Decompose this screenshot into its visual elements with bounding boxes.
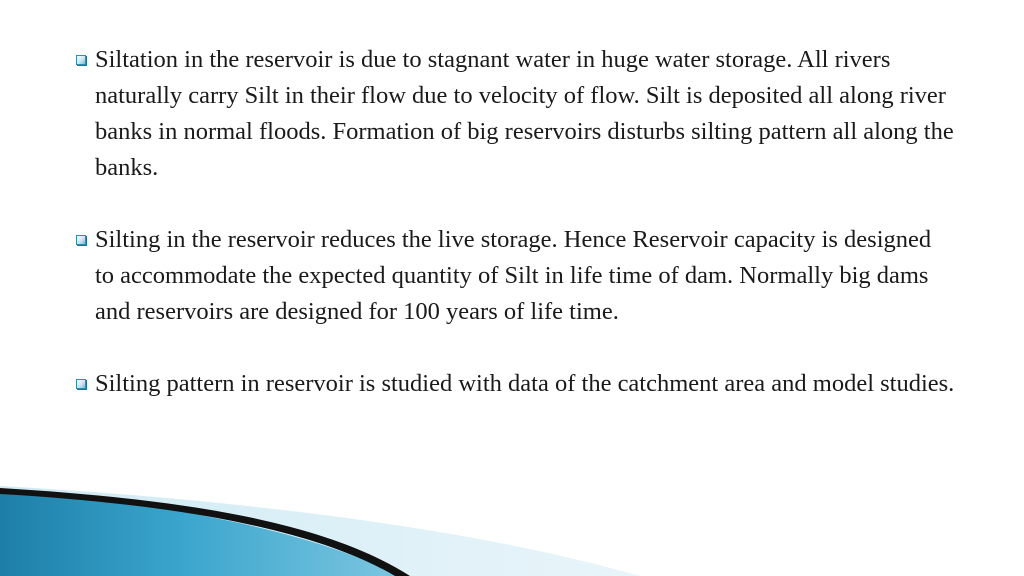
bullet-text: Silting pattern in reservoir is studied with data of the catchment area and model studies. xyxy=(95,370,955,397)
bullet-text: Silting in the reservoir reduces the live storage. Hence Reservoir capacity is designed to accommodate the expected quantity of Silt in life time of dam. Normally big dams and reservoirs are designed for 100 years of life time. xyxy=(95,226,932,325)
bullet-text: Siltation in the reservoir is due to stagnant water in huge water storage. All rivers naturally carry Silt in their flow due to velocity of flow. Silt is deposited all along river banks in normal floods. Formation of big reservoirs disturbs silting pattern all along the banks. xyxy=(95,46,954,181)
